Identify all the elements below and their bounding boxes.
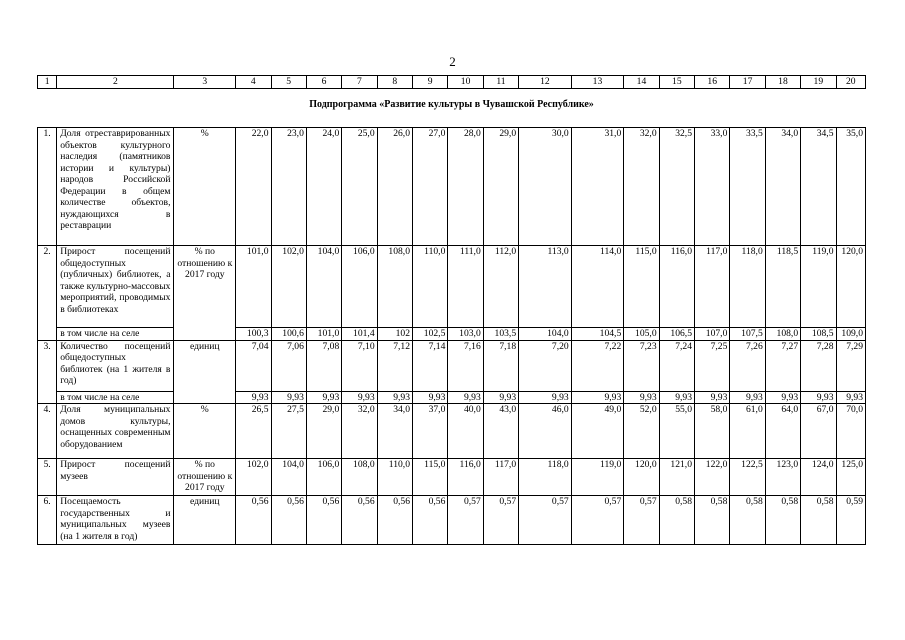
value-cell: 123,0 (765, 459, 800, 496)
indicator-name: Прирост посещений музеев (57, 459, 174, 496)
value-cell: 0,57 (571, 496, 624, 545)
value-cell: 100,6 (271, 328, 306, 341)
value-cell: 105,0 (624, 328, 659, 341)
value-cell: 28,0 (448, 128, 483, 246)
value-cell: 43,0 (483, 404, 518, 459)
value-cell: 9,93 (730, 391, 765, 404)
unit-cell: % по отношению к 2017 году (174, 459, 236, 496)
value-cell: 110,0 (413, 246, 448, 328)
value-cell: 104,0 (519, 328, 572, 341)
column-header: 19 (801, 76, 836, 89)
subrow-label: в том числе на селе (57, 391, 174, 404)
value-cell: 108,0 (377, 246, 412, 328)
value-cell: 27,0 (413, 128, 448, 246)
value-cell: 0,56 (271, 496, 306, 545)
table-row (38, 459, 866, 496)
column-header: 13 (571, 76, 624, 89)
value-cell: 9,93 (801, 391, 836, 404)
value-cell: 0,57 (448, 496, 483, 545)
value-cell: 9,93 (483, 391, 518, 404)
table-row (38, 128, 866, 246)
column-header: 15 (659, 76, 694, 89)
column-header: 10 (448, 76, 483, 89)
value-cell: 122,0 (695, 459, 730, 496)
column-header: 20 (836, 76, 866, 89)
column-header: 6 (306, 76, 341, 89)
value-cell: 117,0 (695, 246, 730, 328)
value-cell: 104,0 (271, 459, 306, 496)
value-cell: 7,24 (659, 340, 694, 391)
value-cell: 7,08 (306, 340, 341, 391)
row-number: 3. (38, 340, 57, 404)
value-cell: 9,93 (306, 391, 341, 404)
value-cell: 52,0 (624, 404, 659, 459)
value-cell: 118,5 (765, 246, 800, 328)
value-cell: 7,25 (695, 340, 730, 391)
value-cell: 23,0 (271, 128, 306, 246)
indicator-name: Посещаемость государственных и муниципальных музеев (на 1 жителя в год) (57, 496, 174, 545)
value-cell: 0,58 (765, 496, 800, 545)
value-cell: 118,0 (519, 459, 572, 496)
value-cell: 108,0 (765, 328, 800, 341)
value-cell: 25,0 (342, 128, 377, 246)
value-cell: 0,58 (730, 496, 765, 545)
value-cell: 26,5 (236, 404, 271, 459)
value-cell: 0,56 (306, 496, 341, 545)
value-cell: 7,04 (236, 340, 271, 391)
value-cell: 64,0 (765, 404, 800, 459)
value-cell: 0,56 (377, 496, 412, 545)
value-cell: 0,59 (836, 496, 866, 545)
value-cell: 9,93 (659, 391, 694, 404)
value-cell: 107,0 (695, 328, 730, 341)
value-cell: 33,0 (695, 128, 730, 246)
value-cell: 124,0 (801, 459, 836, 496)
header-row (38, 76, 866, 89)
column-header: 5 (271, 76, 306, 89)
value-cell: 35,0 (836, 128, 866, 246)
value-cell: 114,0 (571, 246, 624, 328)
column-header: 14 (624, 76, 659, 89)
value-cell: 24,0 (306, 128, 341, 246)
unit-cell: единиц (174, 340, 236, 404)
indicator-name: Доля отреставрированных объектов культурного наследия (памятников истории и культуры) народов Российской Федерации в общем количестве объектов, нуждающихся в реставрации (57, 128, 174, 246)
value-cell: 102,0 (236, 459, 271, 496)
value-cell: 104,0 (306, 246, 341, 328)
column-header: 12 (519, 76, 572, 89)
value-cell: 29,0 (306, 404, 341, 459)
table-row (38, 404, 866, 459)
column-header: 9 (413, 76, 448, 89)
value-cell: 104,5 (571, 328, 624, 341)
unit-cell: единиц (174, 496, 236, 545)
indicator-name: Прирост посещений общедоступных (публичных) библиотек, а также культурно-массовых мероприятий, проводимых в библиотеках (57, 246, 174, 328)
value-cell: 101,0 (236, 246, 271, 328)
value-cell: 33,5 (730, 128, 765, 246)
row-number: 4. (38, 404, 57, 459)
value-cell: 0,56 (342, 496, 377, 545)
column-header: 1 (38, 76, 57, 89)
value-cell: 61,0 (730, 404, 765, 459)
value-cell: 9,93 (765, 391, 800, 404)
value-cell: 7,20 (519, 340, 572, 391)
column-header: 16 (695, 76, 730, 89)
table-row (38, 246, 866, 328)
value-cell: 108,5 (801, 328, 836, 341)
subprogram-title-row (38, 89, 866, 128)
value-cell: 115,0 (624, 246, 659, 328)
row-number: 1. (38, 128, 57, 246)
column-header: 11 (483, 76, 518, 89)
value-cell: 31,0 (571, 128, 624, 246)
value-cell: 34,0 (377, 404, 412, 459)
value-cell: 22,0 (236, 128, 271, 246)
value-cell: 34,5 (801, 128, 836, 246)
indicator-name: Доля муниципальных домов культуры, оснащенных современным оборудованием (57, 404, 174, 459)
value-cell: 9,93 (695, 391, 730, 404)
value-cell: 117,0 (483, 459, 518, 496)
indicators-table (37, 75, 866, 545)
unit-cell: % (174, 404, 236, 459)
column-header: 17 (730, 76, 765, 89)
value-cell: 7,14 (413, 340, 448, 391)
value-cell: 106,5 (659, 328, 694, 341)
value-cell: 111,0 (448, 246, 483, 328)
value-cell: 119,0 (571, 459, 624, 496)
value-cell: 9,93 (624, 391, 659, 404)
value-cell: 103,5 (483, 328, 518, 341)
value-cell: 9,93 (342, 391, 377, 404)
value-cell: 32,0 (624, 128, 659, 246)
table-subrow (38, 391, 866, 404)
column-header: 4 (236, 76, 271, 89)
value-cell: 9,93 (271, 391, 306, 404)
value-cell: 58,0 (695, 404, 730, 459)
value-cell: 9,93 (413, 391, 448, 404)
value-cell: 100,3 (236, 328, 271, 341)
value-cell: 115,0 (413, 459, 448, 496)
value-cell: 106,0 (342, 246, 377, 328)
value-cell: 7,18 (483, 340, 518, 391)
value-cell: 0,57 (483, 496, 518, 545)
value-cell: 102,0 (271, 246, 306, 328)
value-cell: 37,0 (413, 404, 448, 459)
value-cell: 46,0 (519, 404, 572, 459)
value-cell: 70,0 (836, 404, 866, 459)
value-cell: 27,5 (271, 404, 306, 459)
value-cell: 112,0 (483, 246, 518, 328)
table-row (38, 496, 866, 545)
value-cell: 32,5 (659, 128, 694, 246)
value-cell: 121,0 (659, 459, 694, 496)
value-cell: 0,57 (519, 496, 572, 545)
value-cell: 7,26 (730, 340, 765, 391)
value-cell: 30,0 (519, 128, 572, 246)
value-cell: 7,06 (271, 340, 306, 391)
value-cell: 9,93 (519, 391, 572, 404)
row-number: 2. (38, 246, 57, 341)
value-cell: 119,0 (801, 246, 836, 328)
page-number: 2 (449, 54, 456, 69)
value-cell: 116,0 (448, 459, 483, 496)
value-cell: 34,0 (765, 128, 800, 246)
table-row (38, 340, 866, 391)
value-cell: 118,0 (730, 246, 765, 328)
value-cell: 110,0 (377, 459, 412, 496)
value-cell: 7,16 (448, 340, 483, 391)
value-cell: 120,0 (836, 246, 866, 328)
value-cell: 109,0 (836, 328, 866, 341)
value-cell: 9,93 (236, 391, 271, 404)
value-cell: 113,0 (519, 246, 572, 328)
value-cell: 7,23 (624, 340, 659, 391)
value-cell: 67,0 (801, 404, 836, 459)
value-cell: 0,56 (236, 496, 271, 545)
value-cell: 32,0 (342, 404, 377, 459)
value-cell: 7,12 (377, 340, 412, 391)
value-cell: 125,0 (836, 459, 866, 496)
row-number: 6. (38, 496, 57, 545)
value-cell: 0,58 (801, 496, 836, 545)
value-cell: 7,29 (836, 340, 866, 391)
value-cell: 40,0 (448, 404, 483, 459)
value-cell: 49,0 (571, 404, 624, 459)
indicator-name: Количество посещений общедоступных библиотек (на 1 жителя в год) (57, 340, 174, 391)
value-cell: 122,5 (730, 459, 765, 496)
value-cell: 9,93 (836, 391, 866, 404)
unit-cell: % (174, 128, 236, 246)
value-cell: 9,93 (571, 391, 624, 404)
value-cell: 7,27 (765, 340, 800, 391)
column-header: 3 (174, 76, 236, 89)
value-cell: 107,5 (730, 328, 765, 341)
value-cell: 0,56 (413, 496, 448, 545)
value-cell: 7,10 (342, 340, 377, 391)
column-header: 2 (57, 76, 174, 89)
value-cell: 120,0 (624, 459, 659, 496)
column-header: 8 (377, 76, 412, 89)
value-cell: 108,0 (342, 459, 377, 496)
value-cell: 103,0 (448, 328, 483, 341)
subprogram-title: Подпрограмма «Развитие культуры в Чувашской Республике» (309, 99, 594, 111)
value-cell: 7,28 (801, 340, 836, 391)
value-cell: 101,0 (306, 328, 341, 341)
value-cell: 7,22 (571, 340, 624, 391)
value-cell: 106,0 (306, 459, 341, 496)
table-subrow (38, 328, 866, 341)
unit-cell: % по отношению к 2017 году (174, 246, 236, 341)
value-cell: 101,4 (342, 328, 377, 341)
value-cell: 102 (377, 328, 412, 341)
value-cell: 0,57 (624, 496, 659, 545)
value-cell: 9,93 (377, 391, 412, 404)
value-cell: 0,58 (695, 496, 730, 545)
value-cell: 9,93 (448, 391, 483, 404)
value-cell: 29,0 (483, 128, 518, 246)
row-number: 5. (38, 459, 57, 496)
column-header: 7 (342, 76, 377, 89)
subrow-label: в том числе на селе (57, 328, 174, 341)
value-cell: 102,5 (413, 328, 448, 341)
value-cell: 116,0 (659, 246, 694, 328)
column-header: 18 (765, 76, 800, 89)
value-cell: 26,0 (377, 128, 412, 246)
value-cell: 55,0 (659, 404, 694, 459)
value-cell: 0,58 (659, 496, 694, 545)
